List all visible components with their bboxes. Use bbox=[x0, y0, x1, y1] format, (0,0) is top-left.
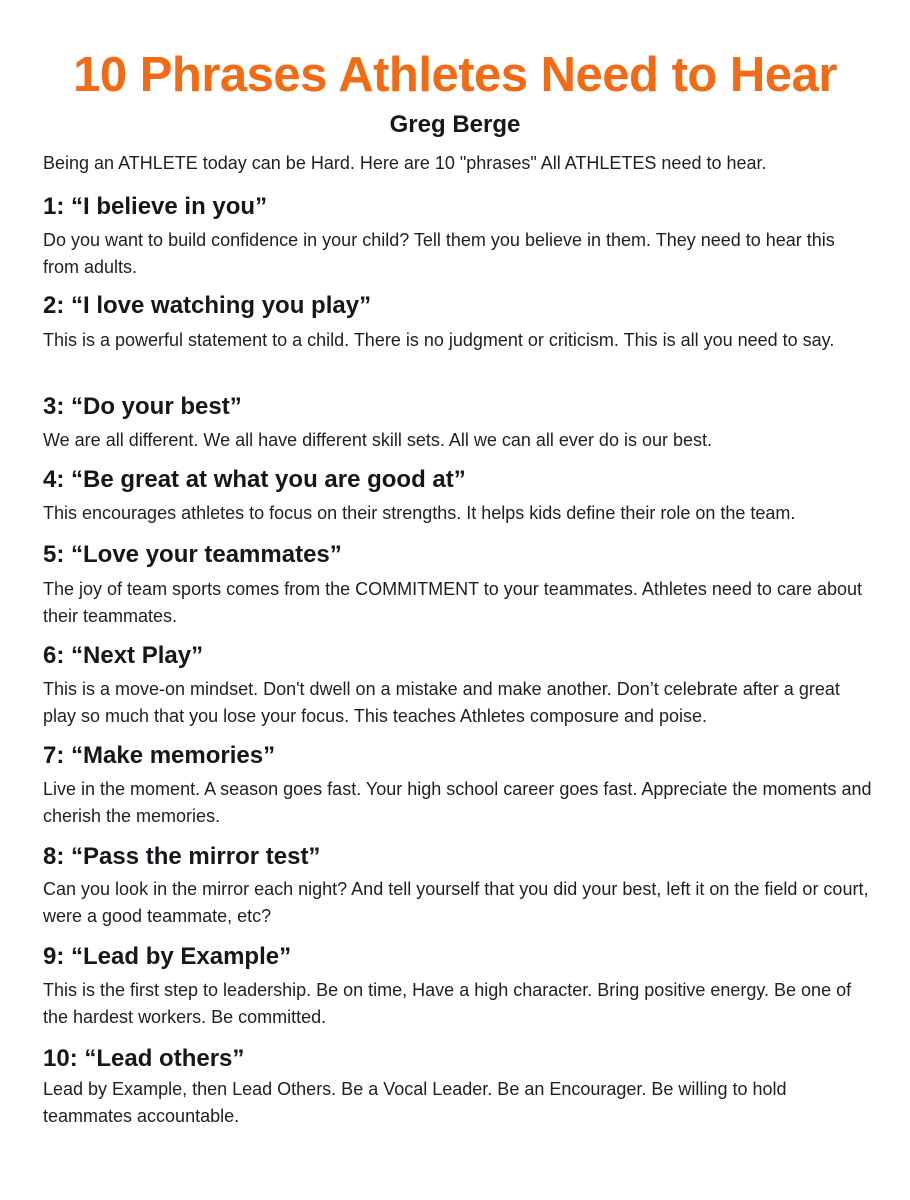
phrase-body: Live in the moment. A season goes fast. Your high school career goes fast. Appreciate the moments and cherish the memories. bbox=[43, 779, 872, 826]
document-title: 10 Phrases Athletes Need to Hear bbox=[73, 48, 837, 102]
phrase-body: This is a powerful statement to a child. There is no judgment or criticism. This is all you need to say. bbox=[43, 330, 835, 350]
phrase-body: This encourages athletes to focus on their strengths. It helps kids define their role on the team. bbox=[43, 503, 796, 523]
phrase-body: This is the first step to leadership. Be on time, Have a high character. Bring positive energy. Be one of the hardest workers. Be committed. bbox=[43, 980, 852, 1027]
phrase-heading: 8: “Pass the mirror test” bbox=[43, 843, 321, 870]
phrase-body: Do you want to build confidence in your child? Tell them you believe in them. They need to hear this from adults. bbox=[43, 230, 835, 277]
phrase-heading: 1: “I believe in you” bbox=[43, 193, 268, 220]
phrase-heading: 6: “Next Play” bbox=[43, 642, 204, 669]
phrase-heading: 9: “Lead by Example” bbox=[43, 943, 292, 970]
author-name: Greg Berge bbox=[389, 111, 521, 138]
phrase-body: The joy of team sports comes from the COMMITMENT to your teammates. Athletes need to care about their teammates. bbox=[43, 579, 862, 626]
phrase-heading: 4: “Be great at what you are good at” bbox=[43, 466, 466, 493]
phrase-heading: 2: “I love watching you play” bbox=[43, 292, 372, 319]
phrase-body: Lead by Example, then Lead Others. Be a Vocal Leader. Be an Encourager. Be willing to hold teammates accountable. bbox=[43, 1079, 787, 1126]
phrase-heading: 10: “Lead others” bbox=[43, 1045, 245, 1072]
phrase-heading: 3: “Do your best” bbox=[43, 393, 242, 420]
phrase-heading: 5: “Love your teammates” bbox=[43, 541, 342, 568]
phrase-heading: 7: “Make memories” bbox=[43, 742, 276, 769]
phrase-body: This is a move-on mindset. Don't dwell on a mistake and make another. Don’t celebrate after a great play so much that you lose your focus. This teaches Athletes composure and poise. bbox=[43, 679, 840, 726]
intro-paragraph: Being an ATHLETE today can be Hard. Here are 10 "phrases" All ATHLETES need to hear. bbox=[43, 153, 767, 173]
phrase-body: We are all different. We all have different skill sets. All we can all ever do is our best. bbox=[43, 430, 712, 450]
phrase-body: Can you look in the mirror each night? And tell yourself that you did your best, left it on the field or court, were a good teammate, etc? bbox=[43, 879, 869, 926]
